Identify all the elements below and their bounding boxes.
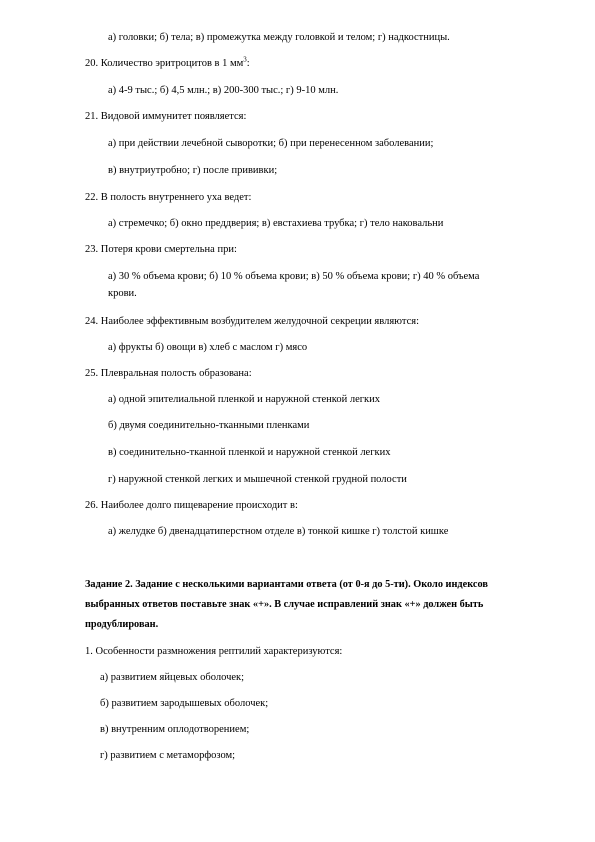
q24-answers: а) фрукты б) овощи в) хлеб с маслом г) мясо (108, 342, 308, 353)
task2-heading-line-2: выбранных ответов поставьте знак «+». В случае исправлений знак «+» должен быть (85, 599, 484, 610)
q25-answer-b: б) двумя соединительно-тканными пленками (108, 420, 310, 431)
q20-answers: а) 4-9 тыс.; б) 4,5 млн.; в) 200-300 тыс.; г) 9-10 млн. (108, 85, 339, 96)
q20-question-text: 20. Количество эритроцитов в 1 мм (85, 58, 244, 69)
q20-superscript: 3 (243, 55, 247, 64)
q20-question (85, 57, 250, 70)
task2-q1-answer-b: б) развитием зародышевых оболочек; (100, 698, 269, 709)
task2-q1-answer-c: в) внутренним оплодотворением; (100, 724, 250, 735)
q25-question: 25. Плевральная полость образована: (85, 368, 252, 379)
task2-heading-line-3: продублирован. (85, 619, 159, 630)
q20-question-colon: : (246, 58, 250, 69)
q21-answers-line-1: а) при действии лечебной сыворотки; б) при перенесенном заболевании; (108, 138, 434, 149)
q22-question: 22. В полость внутреннего уха ведет: (85, 192, 252, 203)
q19-answers: а) головки; б) тела; в) промежутка между головкой и телом; г) надкостницы. (108, 32, 450, 43)
q21-answers-line-2: в) внутриутробно; г) после прививки; (108, 165, 278, 176)
q25-answer-c: в) соединительно-тканной пленкой и наружной стенкой легких (108, 447, 391, 458)
q22-answers: а) стремечко; б) окно преддверия; в) евстахиева трубка; г) тело наковальни (108, 218, 444, 229)
q26-answers: а) желудке б) двенадцатиперстном отделе в) тонкой кишке г) толстой кишке (108, 526, 449, 537)
q25-answer-a: а) одной эпителиальной пленкой и наружной стенкой легких (108, 394, 381, 405)
task2-q1-question: 1. Особенности размножения рептилий характеризуются: (85, 646, 343, 657)
q23-answers-line-2: крови. (108, 288, 137, 299)
task2-q1-answer-a: а) развитием яйцевых оболочек; (100, 672, 245, 683)
q26-question: 26. Наиболее долго пищеварение происходит в: (85, 500, 298, 511)
q23-question: 23. Потеря крови смертельна при: (85, 244, 237, 255)
q25-answer-d: г) наружной стенкой легких и мышечной стенкой грудной полости (108, 474, 407, 485)
q21-question: 21. Видовой иммунитет появляется: (85, 111, 247, 122)
task2-q1-answer-d: г) развитием с метаморфозом; (100, 750, 236, 761)
q23-answers-line-1: а) 30 % объема крови; б) 10 % объема крови; в) 50 % объема крови; г) 40 % объема (108, 271, 480, 282)
q24-question: 24. Наиболее эффективным возбудителем желудочной секреции являются: (85, 316, 419, 327)
task2-heading-line-1: Задание 2. Задание с несколькими вариантами ответа (от 0-я до 5-ти). Около индексов (85, 579, 488, 590)
